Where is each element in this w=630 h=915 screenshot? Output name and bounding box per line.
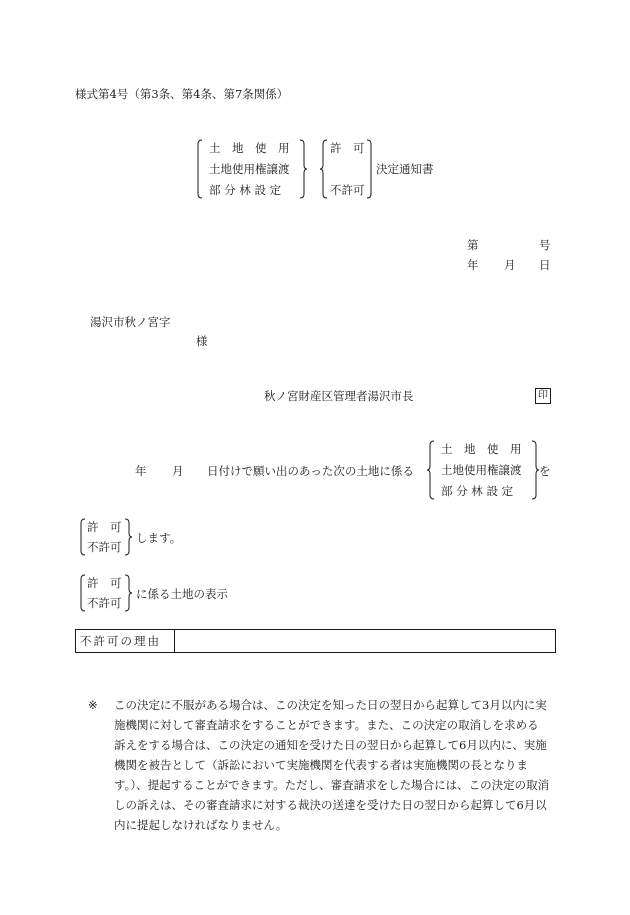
body-particle: を (539, 464, 551, 478)
title-type-land-use: 土 地 使 用 (209, 141, 290, 155)
body-type-land-use: 土 地 使 用 (441, 442, 522, 456)
issue-day: 日 (539, 258, 551, 272)
title-decision-deny: 不許可 (330, 183, 365, 197)
title-type-transfer: 土地使用権譲渡 (209, 162, 290, 176)
title-suffix: 決定通知書 (376, 162, 434, 176)
decision-permit: 許 可 (87, 520, 122, 534)
body-type-options (429, 441, 537, 499)
decision-options (80, 519, 130, 555)
land-decision-deny: 不許可 (87, 596, 122, 610)
title-type-partial-forest: 部 分 林 設 定 (209, 183, 282, 197)
recipient-honorific: 様 (196, 334, 208, 348)
land-decision-options (80, 575, 130, 611)
note-text: この決定に不服がある場合は、この決定を知った日の翌日から起算して3月以内に実施機関に対して審査請求をすることができます。また、この決定の取消しを求める訴えをする場合は、この決定の通知を受けた日の翌日から起算して6月以内に、実施機関を被告として（訴訟において実施機関を代表する者は実施機関の長となります。）、提起することができます。ただし、審査請求をした場合には、この決定の取消しの訴えは、その審査請求に対する裁決の送達を受けた日の翌日から起算して6月以内に提起しなければなりません。 (114, 698, 550, 832)
reason-label: 不許可の理由 (76, 630, 175, 653)
issuer-name: 秋ノ宮財産区管理者湯沢市長 (264, 389, 414, 403)
body-year: 年 (135, 464, 147, 478)
decision-suffix: します。 (136, 531, 182, 545)
title-type-options (197, 140, 305, 198)
reason-field[interactable] (175, 630, 556, 653)
note-mark: ※ (88, 698, 98, 712)
form-number: 様式第4号（第3条、第4条、第7条関係） (75, 87, 289, 101)
issue-month: 月 (504, 258, 516, 272)
issue-year: 年 (467, 258, 479, 272)
reason-table (75, 629, 556, 653)
issue-number-prefix: 第 (467, 238, 479, 252)
body-type-partial-forest: 部 分 林 設 定 (441, 484, 514, 498)
body-sentence: 日付けで願い出のあった次の土地に係る (207, 464, 414, 478)
land-heading-suffix: に係る土地の表示 (136, 587, 228, 601)
appeal-note (88, 695, 550, 835)
body-month: 月 (172, 464, 184, 478)
title-decision-options (322, 140, 372, 198)
decision-deny: 不許可 (87, 540, 122, 554)
issue-number-suffix: 号 (539, 238, 551, 252)
land-decision-permit: 許 可 (87, 576, 122, 590)
seal-mark: 印 (535, 388, 551, 404)
body-type-transfer: 土地使用権譲渡 (441, 463, 522, 477)
title-decision-permit: 許 可 (330, 141, 365, 155)
recipient-address: 湯沢市秋ノ宮字 (90, 315, 171, 329)
